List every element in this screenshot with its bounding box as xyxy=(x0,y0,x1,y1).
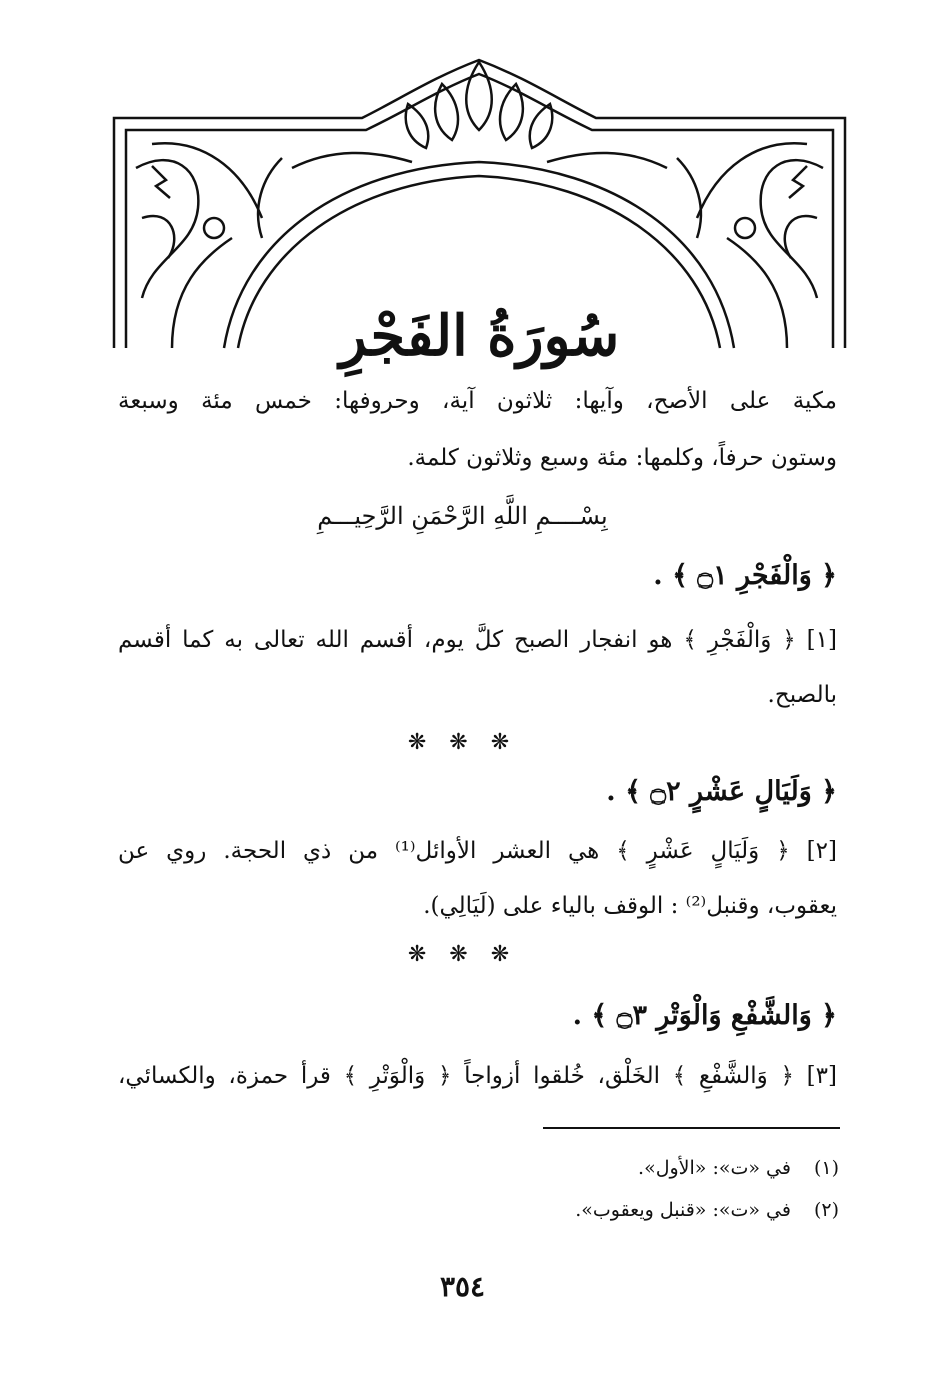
commentary-1-line-2: بالصبح. xyxy=(767,682,837,708)
section-separator: ❋ ❋ ❋ xyxy=(407,942,518,967)
footnote-rule xyxy=(543,1127,840,1129)
surah-header-ornament xyxy=(112,58,847,369)
verse-1: ﴿ وَالْفَجْرِ ۝١ ﴾ . xyxy=(653,560,837,591)
intro-line-1: مكية على الأصح، وآيها: ثلاثون آية، وحروفها: خمس مئة وسبعة xyxy=(118,388,837,414)
intro-line-2: وستون حرفاً، وكلمها: مئة وسبع وثلاثون كلمة. xyxy=(407,445,837,471)
footnote-2 xyxy=(575,1199,839,1221)
section-separator: ❋ ❋ ❋ xyxy=(407,730,518,755)
page-number: ٣٥٤ xyxy=(439,1270,486,1303)
footnote-text: في «ت»: «الأول». xyxy=(638,1157,791,1179)
footnote-text: في «ت»: «قنبل ويعقوب». xyxy=(575,1199,791,1221)
commentary-2-line-2: يعقوب، وقنبل⁽²⁾ : الوقف بالياء على (لَيَالِي). xyxy=(423,893,837,919)
commentary-2-line-1: [٢] ﴿ وَلَيَالٍ عَشْرٍ ﴾ هي العشر الأوائل⁽¹⁾ من ذي الحجة. روي عن xyxy=(118,838,837,864)
footnote-1 xyxy=(638,1157,839,1179)
commentary-1-line-1: [١] ﴿ وَالْفَجْرِ ﴾ هو انفجار الصبح كلَّ يوم، أقسم الله تعالى به كما أقسم xyxy=(118,627,837,653)
commentary-3-line-1: [٣] ﴿ وَالشَّفْعِ ﴾ الخَلْق، خُلقوا أزواجاً ﴿ وَالْوَتْرِ ﴾ قرأ حمزة، والكسائي، xyxy=(118,1063,837,1089)
surah-title: سُورَةُ الفَجْرِ xyxy=(339,303,620,369)
verse-3: ﴿ وَالشَّفْعِ وَالْوَتْرِ ۝٣ ﴾ . xyxy=(572,1000,837,1031)
footnote-number: (٢) xyxy=(813,1199,839,1221)
verse-2: ﴿ وَلَيَالٍ عَشْرٍ ۝٢ ﴾ . xyxy=(606,776,837,807)
basmala: بِسْــــمِ اللَّهِ الرَّحْمَنِ الرَّحِيـــمِ xyxy=(317,502,608,530)
footnote-number: (١) xyxy=(813,1157,839,1179)
